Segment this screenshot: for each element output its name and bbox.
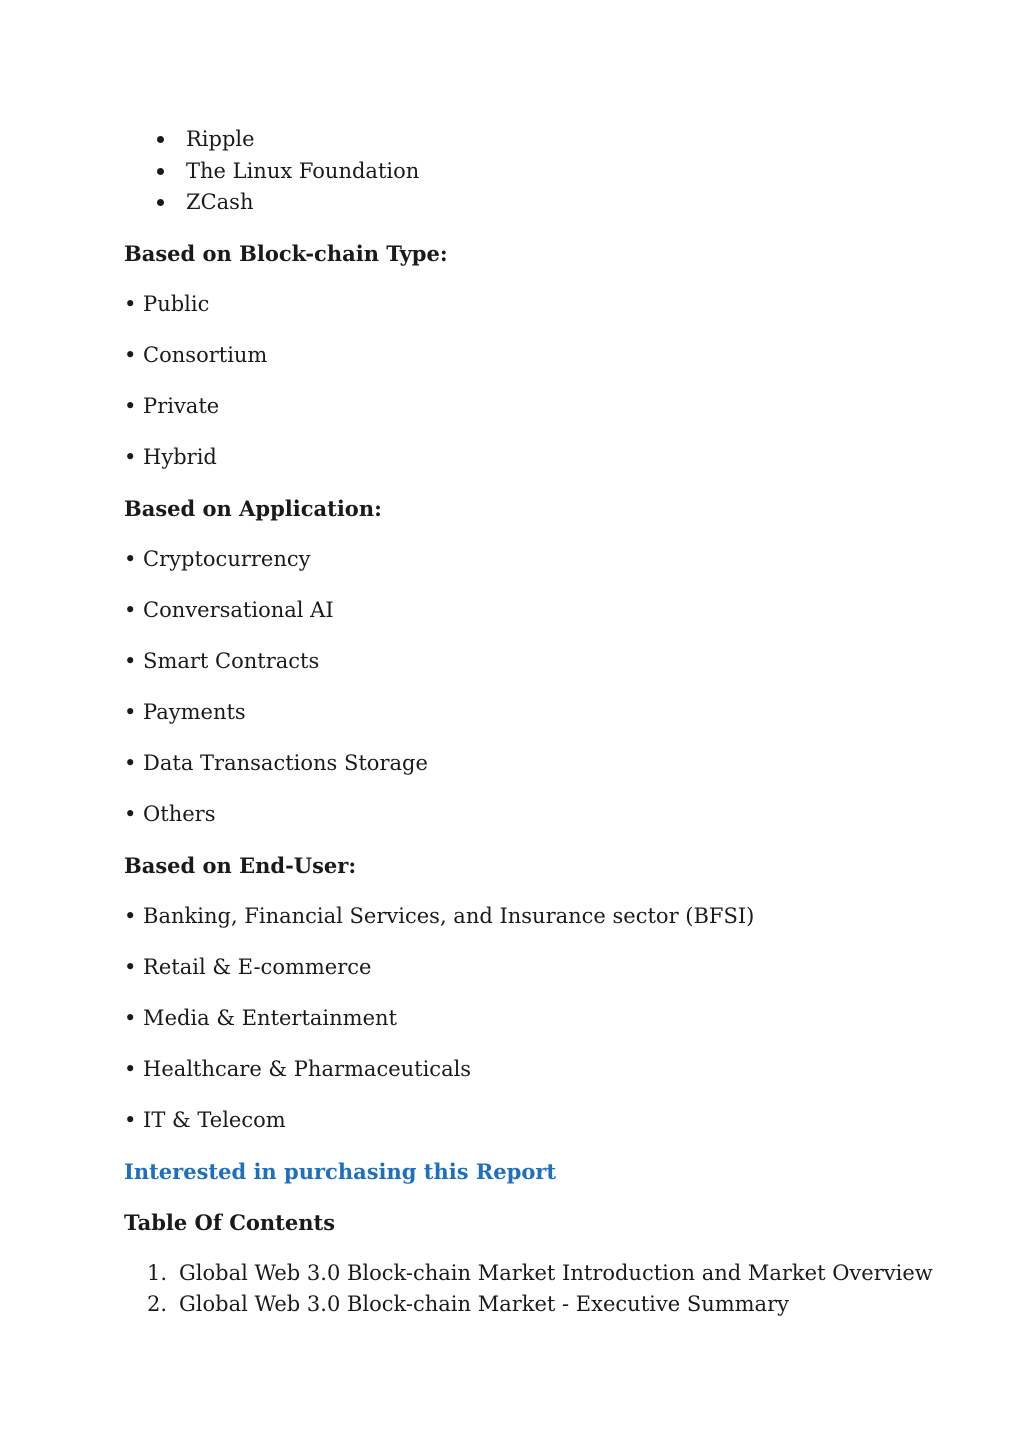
list-item: • Public: [124, 291, 210, 316]
list-item: • Hybrid: [124, 444, 217, 469]
section-heading-application: Based on Application:: [124, 495, 382, 521]
section-heading-blockchain-type: Based on Block-chain Type:: [124, 240, 448, 266]
list-item: ZCash: [124, 187, 944, 219]
list-item: • Healthcare & Pharmaceuticals: [124, 1056, 472, 1081]
section-heading-end-user: Based on End-User:: [124, 852, 357, 878]
list-item: • Others: [124, 801, 216, 826]
toc-item: [124, 1258, 944, 1289]
toc-title: Table Of Contents: [124, 1209, 336, 1235]
toc-item-text: Global Web 3.0 Block-chain Market - Executive Summary: [179, 1291, 789, 1316]
list-item: • Consortium: [124, 342, 268, 367]
list-item: • IT & Telecom: [124, 1107, 286, 1132]
list-item: • Media & Entertainment: [124, 1005, 397, 1030]
list-item: The Linux Foundation: [124, 156, 944, 188]
document-page: [124, 124, 944, 1320]
toc-item-number: 1.: [147, 1260, 168, 1285]
toc-item-text: Global Web 3.0 Block-chain Market Introduction and Market Overview: [179, 1260, 933, 1285]
toc-item-number: 2.: [147, 1291, 168, 1316]
purchase-report-link[interactable]: Interested in purchasing this Report: [124, 1158, 557, 1184]
list-item: • Private: [124, 393, 220, 418]
list-item: • Data Transactions Storage: [124, 750, 428, 775]
list-item: Ripple: [124, 124, 944, 156]
toc-list: [124, 1258, 944, 1320]
toc-item: [124, 1289, 944, 1320]
list-item: • Cryptocurrency: [124, 546, 311, 571]
list-item: • Payments: [124, 699, 246, 724]
company-list: [124, 124, 944, 219]
list-item: • Banking, Financial Services, and Insurance sector (BFSI): [124, 903, 755, 928]
list-item: • Conversational AI: [124, 597, 334, 622]
list-item: • Smart Contracts: [124, 648, 320, 673]
list-item: • Retail & E-commerce: [124, 954, 372, 979]
